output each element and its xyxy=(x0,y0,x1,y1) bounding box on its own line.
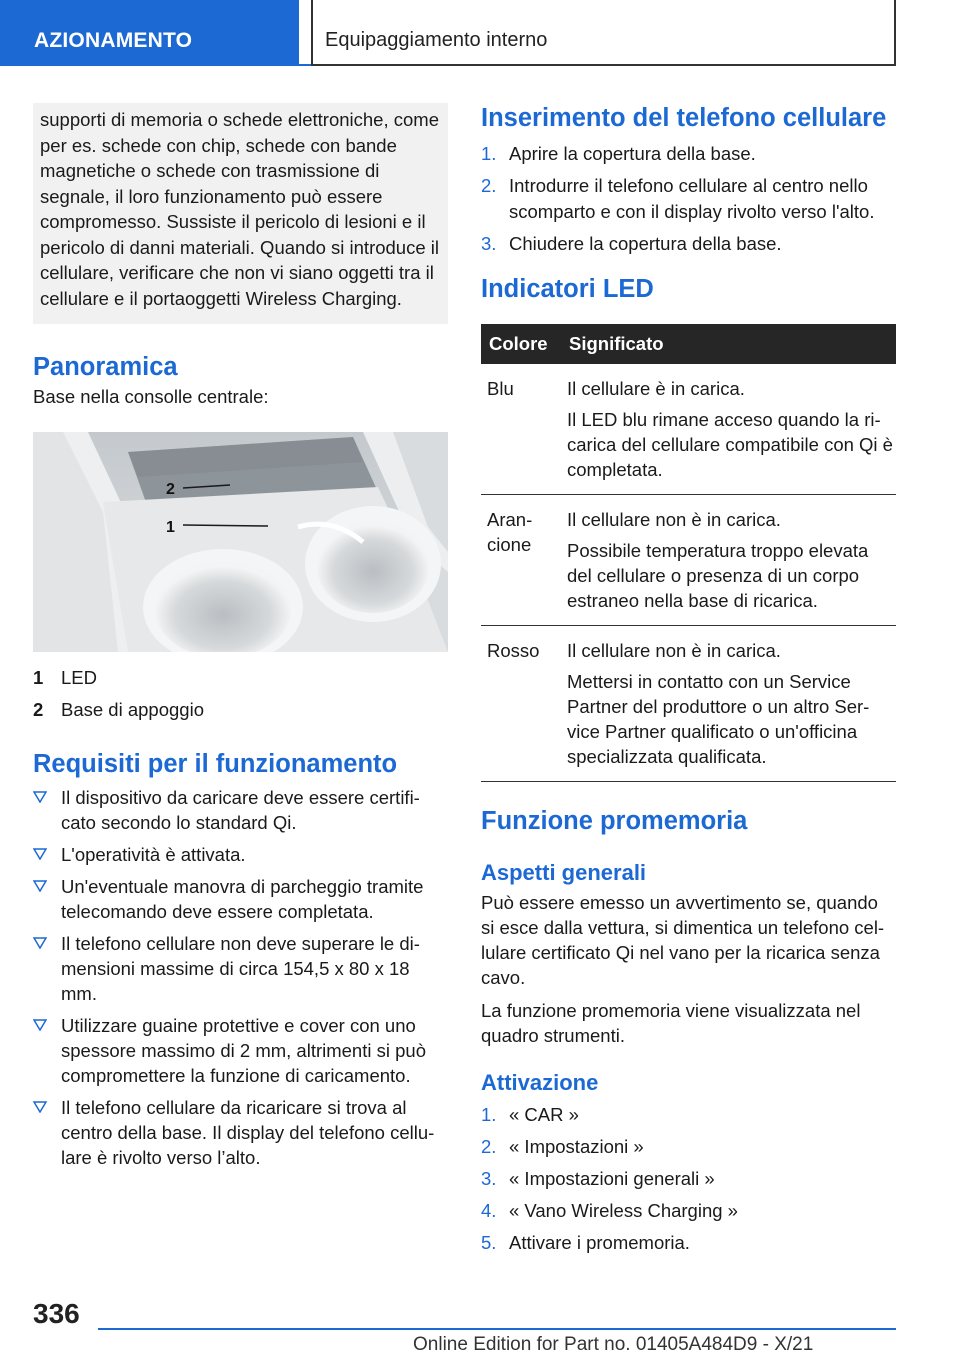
step-text: Introdurre il telefono cellulare al centro nello scomparto e con il display rivolto verso l'alto. xyxy=(509,175,875,222)
list-item xyxy=(33,842,448,867)
header-divider xyxy=(0,64,311,66)
step-number: 3. xyxy=(481,232,497,254)
triangle-bullet-icon xyxy=(33,1101,47,1113)
list-item xyxy=(481,173,896,224)
list-item xyxy=(481,141,896,167)
cell-meaning xyxy=(561,495,896,626)
legend-label: Base di appoggio xyxy=(61,699,204,720)
table-row xyxy=(481,495,896,626)
step-number: 5. xyxy=(481,1232,497,1253)
triangle-bullet-icon xyxy=(33,848,47,860)
step-text: « CAR » xyxy=(509,1104,579,1125)
led-table xyxy=(481,324,896,782)
triangle-bullet-icon xyxy=(33,937,47,949)
insert-steps xyxy=(481,141,896,256)
activation-steps xyxy=(481,1102,896,1256)
figure-legend xyxy=(33,665,448,729)
chapter-title: Equipaggiamento interno xyxy=(325,29,548,51)
list-item xyxy=(481,1230,896,1256)
step-text: Attivare i promemoria. xyxy=(509,1232,690,1253)
table-header-row xyxy=(481,324,896,364)
legend-number: 1 xyxy=(33,667,44,688)
list-item xyxy=(33,1013,448,1088)
legend-item xyxy=(33,665,448,697)
requirement-text: Il dispositivo da caricare deve essere certifi-cato secondo lo standard Qi. xyxy=(61,787,420,833)
right-column xyxy=(481,103,896,1262)
console-figure xyxy=(33,432,448,652)
requirement-text: Il telefono cellulare non deve superare le di-mensioni massime di circa 154,5 x 80 x 18 mm. xyxy=(61,933,420,1004)
meaning-line: Il cellulare è in carica. xyxy=(567,378,745,399)
triangle-bullet-icon xyxy=(33,880,47,892)
reminder-heading: Funzione promemoria xyxy=(481,807,748,835)
header-meaning: Significato xyxy=(561,324,896,364)
figure-label-1: 1 xyxy=(166,519,175,536)
chapter-box xyxy=(311,0,896,66)
step-text: Chiudere la copertura della base. xyxy=(509,232,782,254)
list-item xyxy=(481,1198,896,1224)
warning-text: supporti di memoria o schede elettroniche, come per es. schede con chip, schede con bande magnetiche o schede con trasmissione di segnale, il loro funzionamento può essere compromesso. Sussiste il pericolo di lesioni e il pericolo di danni materiali. Quando si introduce il cellulare, verificare che non vi siano oggetti tra il cellulare e il portaoggetti Wireless Charging. xyxy=(40,109,439,309)
list-item xyxy=(33,785,448,835)
step-text: « Impostazioni » xyxy=(509,1136,644,1157)
requirement-text: Un'eventuale manovra di parcheggio tramite telecomando deve essere completata. xyxy=(61,876,424,922)
general-paragraph-1: Può essere emesso un avvertimento se, quando si esce dalla vettura, si dimentica un telefono cel-lulare certificato Qi nel vano per la ricarica senza cavo. xyxy=(481,892,885,988)
list-item xyxy=(481,1166,896,1192)
requirements-heading: Requisiti per il funzionamento xyxy=(33,750,398,778)
triangle-bullet-icon xyxy=(33,1019,47,1031)
led-heading: Indicatori LED xyxy=(481,275,654,303)
meaning-line: Possibile temperatura troppo elevata del cellulare o presenza di un corpo estraneo nella base di ricarica. xyxy=(567,540,869,611)
step-text: Aprire la copertura della base. xyxy=(509,143,756,164)
step-number: 3. xyxy=(481,1168,497,1189)
left-column xyxy=(33,103,448,1177)
list-item xyxy=(481,1134,896,1160)
list-item xyxy=(481,231,896,257)
console-illustration xyxy=(33,432,448,652)
legend-label: LED xyxy=(61,667,97,688)
section-tab: AZIONAMENTO xyxy=(0,0,299,66)
list-item xyxy=(33,874,448,924)
overview-heading: Panoramica xyxy=(33,353,178,381)
page-number: 336 xyxy=(33,1298,80,1329)
insert-heading: Inserimento del telefono cellulare xyxy=(481,104,887,132)
requirements-list xyxy=(33,785,448,1170)
step-number: 2. xyxy=(481,175,497,196)
step-number: 1. xyxy=(481,143,497,164)
meaning-line: Mettersi in contatto con un Service Partner del produttore o un altro Ser-vice Partner qualificato o un'officina specializzata qualificata. xyxy=(567,671,870,767)
cell-meaning xyxy=(561,364,896,495)
requirement-text: L'operatività è attivata. xyxy=(61,844,246,865)
legend-item xyxy=(33,697,448,729)
figure-label-2: 2 xyxy=(166,481,175,498)
step-text: « Impostazioni generali » xyxy=(509,1168,715,1189)
meaning-line: Il cellulare non è in carica. xyxy=(567,509,781,530)
footer-edition: Online Edition for Part no. 01405A484D9 - X/21 xyxy=(413,1334,814,1355)
general-paragraph-2: La funzione promemoria viene visualizzata nel quadro strumenti. xyxy=(481,1000,861,1046)
step-number: 1. xyxy=(481,1104,497,1125)
triangle-bullet-icon xyxy=(33,791,47,803)
meaning-line: Il cellulare non è in carica. xyxy=(567,640,781,661)
table-row xyxy=(481,626,896,782)
requirement-text: Il telefono cellulare da ricaricare si trova al centro della base. Il display del telefono cellu-lare è rivolto verso l’alto. xyxy=(61,1097,435,1168)
warning-box xyxy=(33,103,448,324)
table-row xyxy=(481,364,896,495)
step-text: « Vano Wireless Charging » xyxy=(509,1200,738,1221)
page-header xyxy=(0,0,960,66)
cell-meaning xyxy=(561,626,896,782)
legend-number: 2 xyxy=(33,699,44,720)
cell-color: Blu xyxy=(481,364,561,495)
list-item xyxy=(33,931,448,1006)
overview-intro: Base nella consolle centrale: xyxy=(33,386,269,407)
cell-color: Rosso xyxy=(481,626,561,782)
footer-rule xyxy=(98,1328,896,1330)
general-heading: Aspetti generali xyxy=(481,860,647,885)
meaning-line: Il LED blu rimane acceso quando la ri-carica del cellulare compatibile con Qi è completata. xyxy=(567,409,893,480)
step-number: 4. xyxy=(481,1200,497,1221)
step-number: 2. xyxy=(481,1136,497,1157)
cell-color: Aran-cione xyxy=(481,495,561,626)
list-item xyxy=(481,1102,896,1128)
activation-heading: Attivazione xyxy=(481,1070,599,1095)
requirement-text: Utilizzare guaine protettive e cover con uno spessore massimo di 2 mm, altrimenti si può compromettere la funzione di caricamento. xyxy=(61,1015,426,1086)
list-item xyxy=(33,1095,448,1170)
header-color: Colore xyxy=(481,324,561,364)
